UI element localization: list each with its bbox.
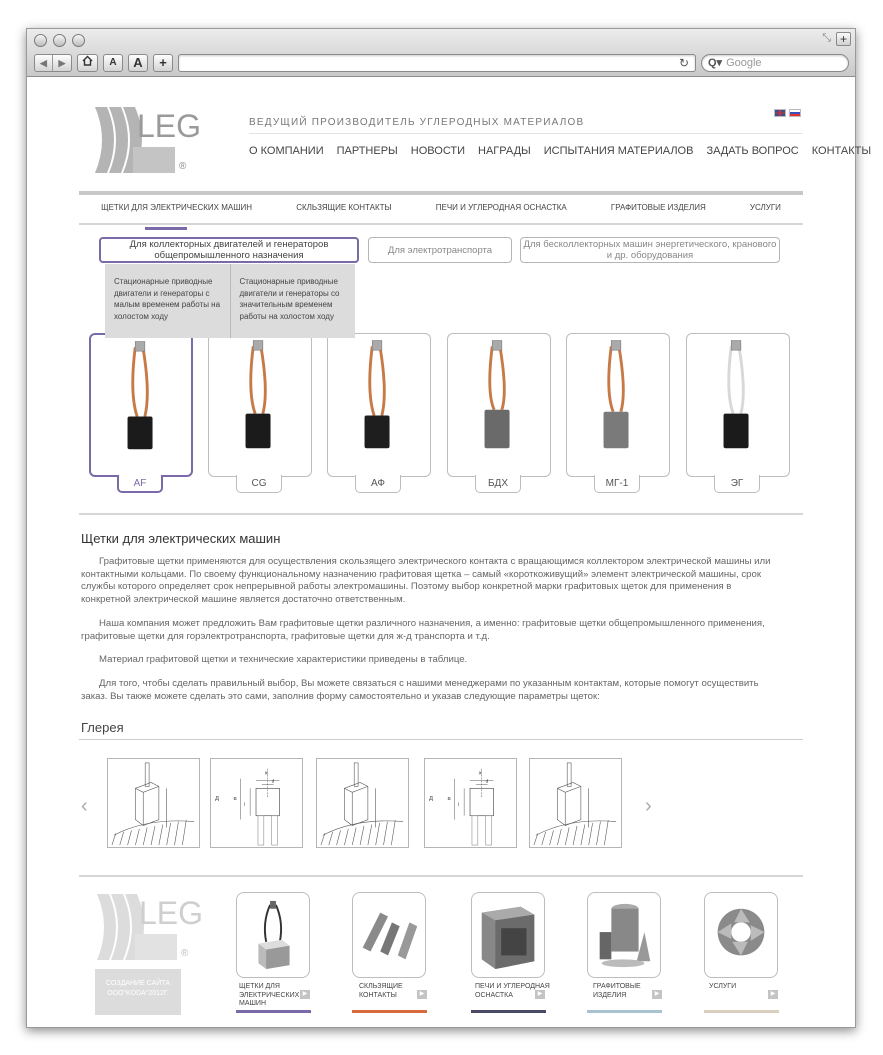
play-icon[interactable]: ▶	[768, 990, 778, 999]
iso-diagram-shape	[112, 763, 194, 845]
services-icon	[705, 893, 777, 977]
furnace-icon	[472, 893, 544, 977]
brush-shape	[485, 341, 510, 449]
home-icon	[82, 55, 93, 66]
home-button[interactable]	[77, 54, 98, 72]
product-label-eg[interactable]: ЭГ	[714, 475, 760, 493]
category-graphite-products[interactable]: ГРАФИТОВЫЕ ИЗДЕЛИЯ	[610, 203, 706, 212]
brush-diagram-iso	[317, 759, 408, 847]
footer-divider	[79, 875, 803, 877]
page-content	[27, 77, 872, 1029]
search-field[interactable]	[701, 54, 849, 72]
dimension-d: d	[485, 779, 489, 785]
product-card-af[interactable]	[89, 333, 193, 477]
resize-icon[interactable]: ⤡	[822, 32, 831, 44]
dimension-d: d	[271, 779, 275, 785]
footer-card-graphite-products[interactable]	[587, 892, 661, 978]
product-label-mg1[interactable]: МГ-1	[594, 475, 640, 493]
brush-diagram-iso	[108, 759, 199, 847]
brush-image	[687, 334, 787, 474]
footer-card-sliding-contacts[interactable]	[352, 892, 426, 978]
header-divider	[249, 133, 803, 134]
gallery-thumb[interactable]	[107, 758, 200, 848]
product-card-eg[interactable]	[686, 333, 790, 477]
dimension-x: x	[264, 770, 268, 777]
subtab-dropdown	[105, 264, 355, 338]
footer-label-sliding-contacts[interactable]: СКЛЬЗЯЩИЕ КОНТАКТЫ	[359, 983, 403, 999]
forward-icon[interactable]: ▶	[58, 58, 66, 68]
brush-icon	[237, 893, 309, 977]
subtab-industrial[interactable]: Для коллекторных двигателей и генераторов общепромышленного назначения	[99, 237, 359, 263]
footer-bar-services	[704, 1010, 779, 1013]
category-brushes[interactable]: ЩЕТКИ ДЛЯ ЭЛЕКТРИЧЕСКИХ МАШИН	[101, 201, 252, 223]
brush-shape	[128, 342, 153, 450]
iso-diagram-shape	[534, 763, 616, 845]
footer-label-brushes[interactable]: ЩЕТКИ ДЛЯ ЭЛЕКТРИЧЕСКИХ МАШИН	[239, 983, 300, 1007]
dimension-D: Д	[428, 796, 433, 803]
nav-news[interactable]: НОВОСТИ	[410, 145, 466, 157]
subtab-transport[interactable]: Для электротранспорта	[368, 237, 512, 263]
gallery-next-icon[interactable]: ›	[645, 795, 652, 817]
nav-partners[interactable]: ПАРТНЕРЫ	[336, 145, 398, 157]
font-smaller-button[interactable]: A	[103, 54, 123, 72]
footer-bar-furnaces	[471, 1010, 546, 1013]
brush-image	[448, 334, 548, 474]
site-credit[interactable]: СОЗДАНИЕ САЙТА ООО"KODA"2012Г.	[95, 969, 181, 1015]
address-bar[interactable]	[178, 54, 696, 72]
brush-image	[209, 334, 309, 474]
dropdown-item-low-idle[interactable]: Стационарные приводные двигатели и генераторы с малым временем работы на холостом ходу	[114, 277, 221, 321]
footer-label-graphite-products[interactable]: ГРАФИТОВЫЕ ИЗДЕЛИЯ	[593, 983, 641, 999]
play-icon[interactable]: ▶	[535, 990, 545, 999]
play-icon[interactable]: ▶	[300, 990, 310, 999]
brush-image	[328, 334, 428, 474]
logo-registered: ®	[181, 948, 189, 959]
dimension-l: l	[458, 802, 460, 808]
category-band	[79, 191, 803, 195]
brush-image	[567, 334, 667, 474]
nav-awards[interactable]: НАГРАДЫ	[478, 145, 531, 157]
add-bookmark-button[interactable]: +	[153, 54, 173, 72]
nav-tests[interactable]: ИСПЫТАНИЯ МАТЕРИАЛОВ	[543, 145, 694, 157]
dimension-D: Д	[214, 796, 219, 803]
graphite-products-icon	[588, 893, 660, 977]
footer-label-furnaces[interactable]: ПЕЧИ И УГЛЕРОДНАЯ ОСНАСТКА	[475, 983, 550, 999]
brush-shape	[604, 341, 629, 449]
font-larger-button[interactable]: A	[128, 54, 148, 72]
new-tab-button[interactable]: +	[836, 32, 851, 46]
article-paragraph-4: Для того, чтобы сделать правильный выбор, Вы можете связаться с нашими менеджерами по указанным контактам, которые помогут осуществить заказ. Вы также можете сделать это сами, заполнив форму самостоятельно и указав следующие параметры щеток:	[81, 678, 759, 702]
category-sliding-contacts[interactable]: СКЛЬЗЯЩИЕ КОНТАКТЫ	[296, 203, 392, 212]
dimension-x: x	[478, 770, 482, 777]
browser-titlebar	[27, 29, 855, 77]
russian-flag-icon[interactable]	[789, 109, 801, 117]
dimension-B: В	[447, 797, 451, 803]
logo-registered: ®	[179, 161, 187, 172]
leg-logo[interactable]	[93, 105, 203, 175]
gallery-divider	[79, 739, 803, 740]
gallery-prev-icon[interactable]: ‹	[81, 795, 88, 817]
logo-wordmark: LEG	[139, 895, 204, 931]
gallery-thumb[interactable]	[316, 758, 409, 848]
footer-label-services[interactable]: УСЛУГИ	[709, 983, 737, 990]
nav-about[interactable]: О КОМПАНИИ	[249, 145, 324, 157]
subtab-brushless[interactable]: Для бесколлекторных машин энергетического, кранового и др. оборудования	[520, 237, 780, 263]
browser-window	[26, 28, 872, 1028]
dropdown-item-high-idle[interactable]: Стационарные приводные двигатели и генераторы со значительным временем работы на холостом ходу	[230, 264, 356, 338]
article-title: Щетки для электрических машин	[81, 531, 281, 546]
search-icon: Q▾	[708, 57, 723, 69]
language-switcher	[774, 109, 801, 117]
footer-leg-logo[interactable]	[95, 892, 205, 962]
logo-wordmark: LEG	[137, 108, 202, 144]
article-paragraph-2: Наша компания может предложить Вам графитовые щетки различного назначения, а именно: графитовые щетки общепромышленного применения, графитовые щетки для горэлектротранспорта, графитовые щетки для ж-д транспорта и т.д.	[81, 618, 765, 642]
footer-bar-sliding-contacts	[352, 1010, 427, 1013]
brush-shape	[365, 341, 390, 449]
product-card-af-cyr[interactable]	[327, 333, 431, 477]
footer-card-brushes[interactable]	[236, 892, 310, 978]
category-nav	[79, 201, 803, 223]
gallery-thumb[interactable]	[424, 758, 517, 848]
brush-diagram-dims	[425, 759, 516, 847]
footer-bar-graphite-products	[587, 1010, 662, 1013]
search-placeholder: Google	[726, 57, 762, 69]
minimize-window-button[interactable]	[53, 34, 66, 47]
category-services[interactable]: УСЛУГИ	[749, 203, 781, 212]
category-furnaces[interactable]: ПЕЧИ И УГЛЕРОДНАЯ ОСНАСТКА	[435, 203, 567, 212]
dimension-B: В	[233, 797, 237, 803]
site-tagline: ВЕДУЩИЙ ПРОИЗВОДИТЕЛЬ УГЛЕРОДНЫХ МАТЕРИАЛОВ	[249, 117, 585, 128]
contacts-icon	[353, 893, 425, 977]
main-nav	[249, 145, 871, 157]
back-icon[interactable]: ◀	[35, 55, 53, 71]
product-card-mg1[interactable]	[566, 333, 670, 477]
browser-toolbar	[34, 53, 849, 73]
product-label-bdh[interactable]: БДХ	[475, 475, 521, 493]
window-controls	[34, 34, 85, 47]
product-label-cg[interactable]: CG	[236, 475, 282, 493]
brush-shape	[246, 341, 271, 449]
article-paragraph-1: Графитовые щетки применяются для осуществления скользящего электрического контакта с вращающимся коллектором электрической машины или контактными кольцами. По своему функциональному назначению графитовая щетка – самый «короткоживущий» элемент электрической машины, срок службы которого определяет срок непрерывной работы электромашины. Поэтому выбор конкретной марки графитовых щеток для применения в конкретной электрической машине является достаточно ответственным.	[81, 556, 771, 605]
play-icon[interactable]: ▶	[417, 990, 427, 999]
product-card-bdh[interactable]	[447, 333, 551, 477]
footer-bar-brushes	[236, 1010, 311, 1013]
gallery-thumb[interactable]	[529, 758, 622, 848]
iso-diagram-shape	[321, 763, 403, 845]
product-label-af-cyr[interactable]: АФ	[355, 475, 401, 493]
gallery-title: Глерея	[81, 720, 124, 735]
brush-diagram-iso	[530, 759, 621, 847]
brush-diagram-dims	[211, 759, 302, 847]
product-card-cg[interactable]	[208, 333, 312, 477]
reload-icon[interactable]: ↻	[678, 56, 689, 70]
product-label-af[interactable]: AF	[117, 475, 163, 493]
products-divider	[79, 513, 803, 515]
nav-ask-question[interactable]: ЗАДАТЬ ВОПРОС	[706, 145, 799, 157]
article-paragraph-3: Материал графитовой щетки и технические характеристики приведены в таблице.	[99, 654, 468, 665]
back-forward-buttons	[34, 54, 72, 72]
english-flag-icon[interactable]	[774, 109, 786, 117]
brush-image	[91, 335, 191, 475]
brush-shape	[724, 341, 749, 449]
play-icon[interactable]: ▶	[652, 990, 662, 999]
footer-card-furnaces[interactable]	[471, 892, 545, 978]
gallery-thumb[interactable]	[210, 758, 303, 848]
zoom-window-button[interactable]	[72, 34, 85, 47]
footer-card-services[interactable]	[704, 892, 778, 978]
close-window-button[interactable]	[34, 34, 47, 47]
nav-contacts[interactable]: КОНТАКТЫ	[811, 145, 872, 157]
category-divider	[79, 223, 803, 225]
dimension-l: l	[244, 802, 246, 808]
